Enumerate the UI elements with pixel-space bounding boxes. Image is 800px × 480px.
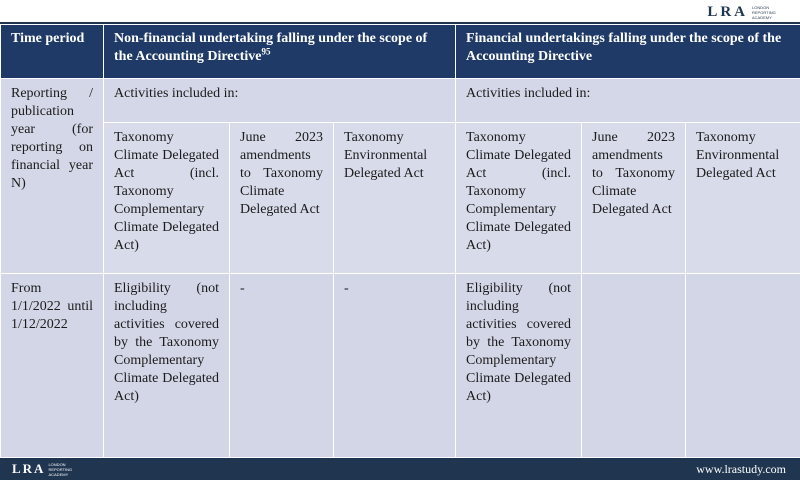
nf-env-value: - [334,274,456,458]
lra-logo-top [707,3,786,21]
fin-june-value [582,274,686,458]
table-header-row [1,25,800,79]
nf-act-climate: Taxonomy Climate Delegated Act (incl. Taxonomy Complementary Climate Delegated Act) [104,123,230,274]
footer-logo-subtitle: LONDON REPORTING ACADEMY [48,461,73,477]
footer-logo-text: LRA [12,461,46,476]
fin-act-june-amendments: June 2023 amendments to Taxonomy Climate Delegated Act [582,123,686,274]
fin-activities-included: Activities included in: [456,79,800,123]
nf-june-value: - [230,274,334,458]
nf-eligibility-climate: Eligibility (not including activities covered by the Taxonomy Complementary Climate Delegated Act) [104,274,230,458]
footnote-marker: 95 [261,46,271,57]
top-strip [0,0,800,22]
nf-activities-included: Activities included in: [104,79,456,123]
website-link[interactable]: www.lrastudy.com [696,461,786,476]
fin-eligibility-climate: Eligibility (not including activities covered by the Taxonomy Complementary Climate Delegated Act) [456,274,582,458]
fin-act-climate: Taxonomy Climate Delegated Act (incl. Taxonomy Complementary Climate Delegated Act) [456,123,582,274]
lra-logo-bottom [12,461,78,477]
table-row [1,274,800,458]
header-non-financial: Non-financial undertaking falling under the scope of the Accounting Directive$^{95}$ [104,25,456,79]
fin-env-value [686,274,800,458]
nf-act-environmental: Taxonomy Environmental Delegated Act [334,123,456,274]
period-2022: From 1/1/2022 until 1/12/2022 [1,274,104,458]
table-row [1,79,800,123]
reporting-year-label: Reporting / publication year (for reporting on financial year N) [1,79,104,274]
table-row [1,123,800,274]
logo-subtitle: LONDON REPORTING ACADEMY [752,4,776,20]
fin-act-environmental: Taxonomy Environmental Delegated Act [686,123,800,274]
header-financial: Financial undertakings falling under the scope of the Accounting Directive [456,25,800,79]
nf-act-june-amendments: June 2023 amendments to Taxonomy Climate Delegated Act [230,123,334,274]
footer-bar [0,458,800,480]
header-time-period: Time period [1,25,104,79]
logo-text: LRA [707,3,748,20]
taxonomy-timeline-table [0,24,800,458]
